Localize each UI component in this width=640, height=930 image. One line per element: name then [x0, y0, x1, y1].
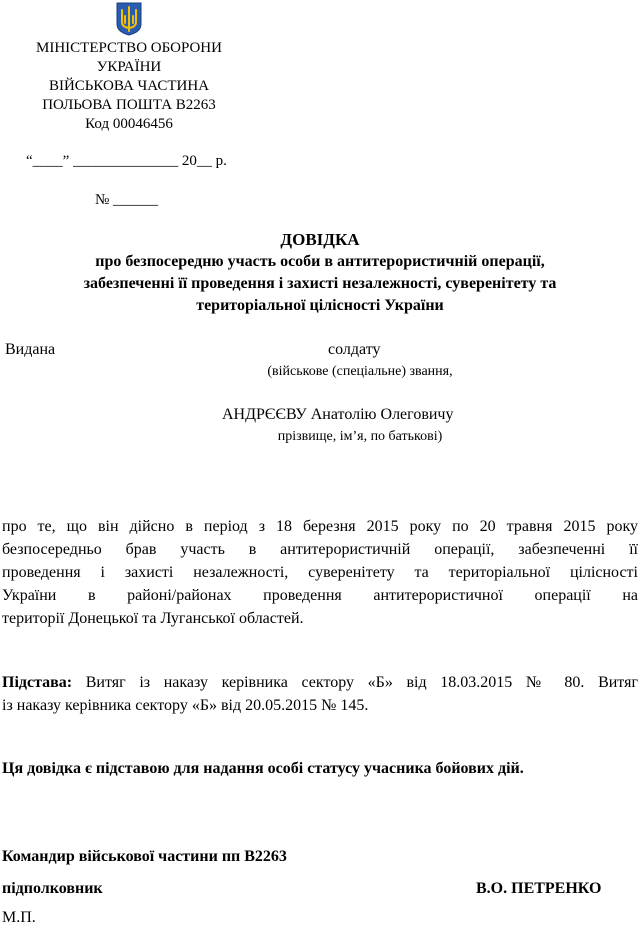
- title-heading: ДОВІДКА: [280, 230, 360, 249]
- body-paragraph: [2, 515, 638, 630]
- recipient-rank: солдату: [328, 341, 381, 358]
- field-post: ПОЛЬОВА ПОШТА В2263: [42, 97, 216, 113]
- title-subtitle-line1: про безпосередню участь особи в антитерористичній операції,: [95, 253, 545, 270]
- ministry-line2: УКРАЇНИ: [96, 59, 162, 75]
- commander-position: Командир військової частини пп В2263: [2, 848, 287, 865]
- body-line: України в районі/районах проведення антитерористичної операції на: [2, 587, 638, 604]
- basis-paragraph: [2, 671, 638, 717]
- name-caption: прізвище, ім’я, по батькові): [277, 429, 443, 444]
- state-emblem: [116, 2, 142, 36]
- body-line: проведення і захисті незалежності, суверенітету та територіальної цілісності: [2, 564, 638, 581]
- unit-code: Код 00046456: [85, 116, 173, 132]
- document-number: № ______: [95, 192, 159, 208]
- header-block: [0, 39, 258, 134]
- ministry-line1: МІНІСТЕРСТВО ОБОРОНИ: [36, 40, 222, 56]
- trident-icon: [116, 2, 142, 36]
- stamp-place: М.П.: [2, 909, 36, 926]
- body-line: про те, що він дійсно в період з 18 березня 2015 року по 20 травня 2015 року: [2, 518, 638, 535]
- issued-label: Видана: [5, 341, 56, 358]
- title-subtitle-line3: територіальної цілісності України: [196, 297, 444, 314]
- basis-label: Підстава:: [2, 674, 73, 691]
- body-line: безпосередньо брав участь в антитерористичній операції, забезпеченні її: [2, 541, 638, 558]
- date-line: “____” ______________ 20__ р.: [26, 153, 227, 169]
- body-line: території Донецької та Луганської областей.: [2, 610, 304, 627]
- basis-line2: із наказу керівника сектору «Б» від 20.05.2015 № 145.: [2, 697, 369, 714]
- basis-line1: [2, 671, 638, 694]
- document-title: [0, 229, 640, 317]
- commander-rank: підполковник: [2, 880, 103, 897]
- rank-caption: (військове (спеціальне) звання,: [267, 364, 453, 379]
- military-unit: ВІЙСЬКОВА ЧАСТИНА: [48, 78, 210, 94]
- commander-name: В.О. ПЕТРЕНКО: [476, 880, 602, 897]
- status-statement: Ця довідка є підставою для надання особі статусу учасника бойових дій.: [2, 760, 524, 777]
- recipient-name: АНДРЄЄВУ Анатолію Олеговичу: [222, 406, 454, 423]
- title-subtitle-line2: забезпеченні її проведення і захисті незалежності, суверенітету та: [83, 275, 557, 292]
- basis-text: Витяг із наказу керівника сектору «Б» від 18.03.2015 № 80. Витяг: [72, 674, 638, 691]
